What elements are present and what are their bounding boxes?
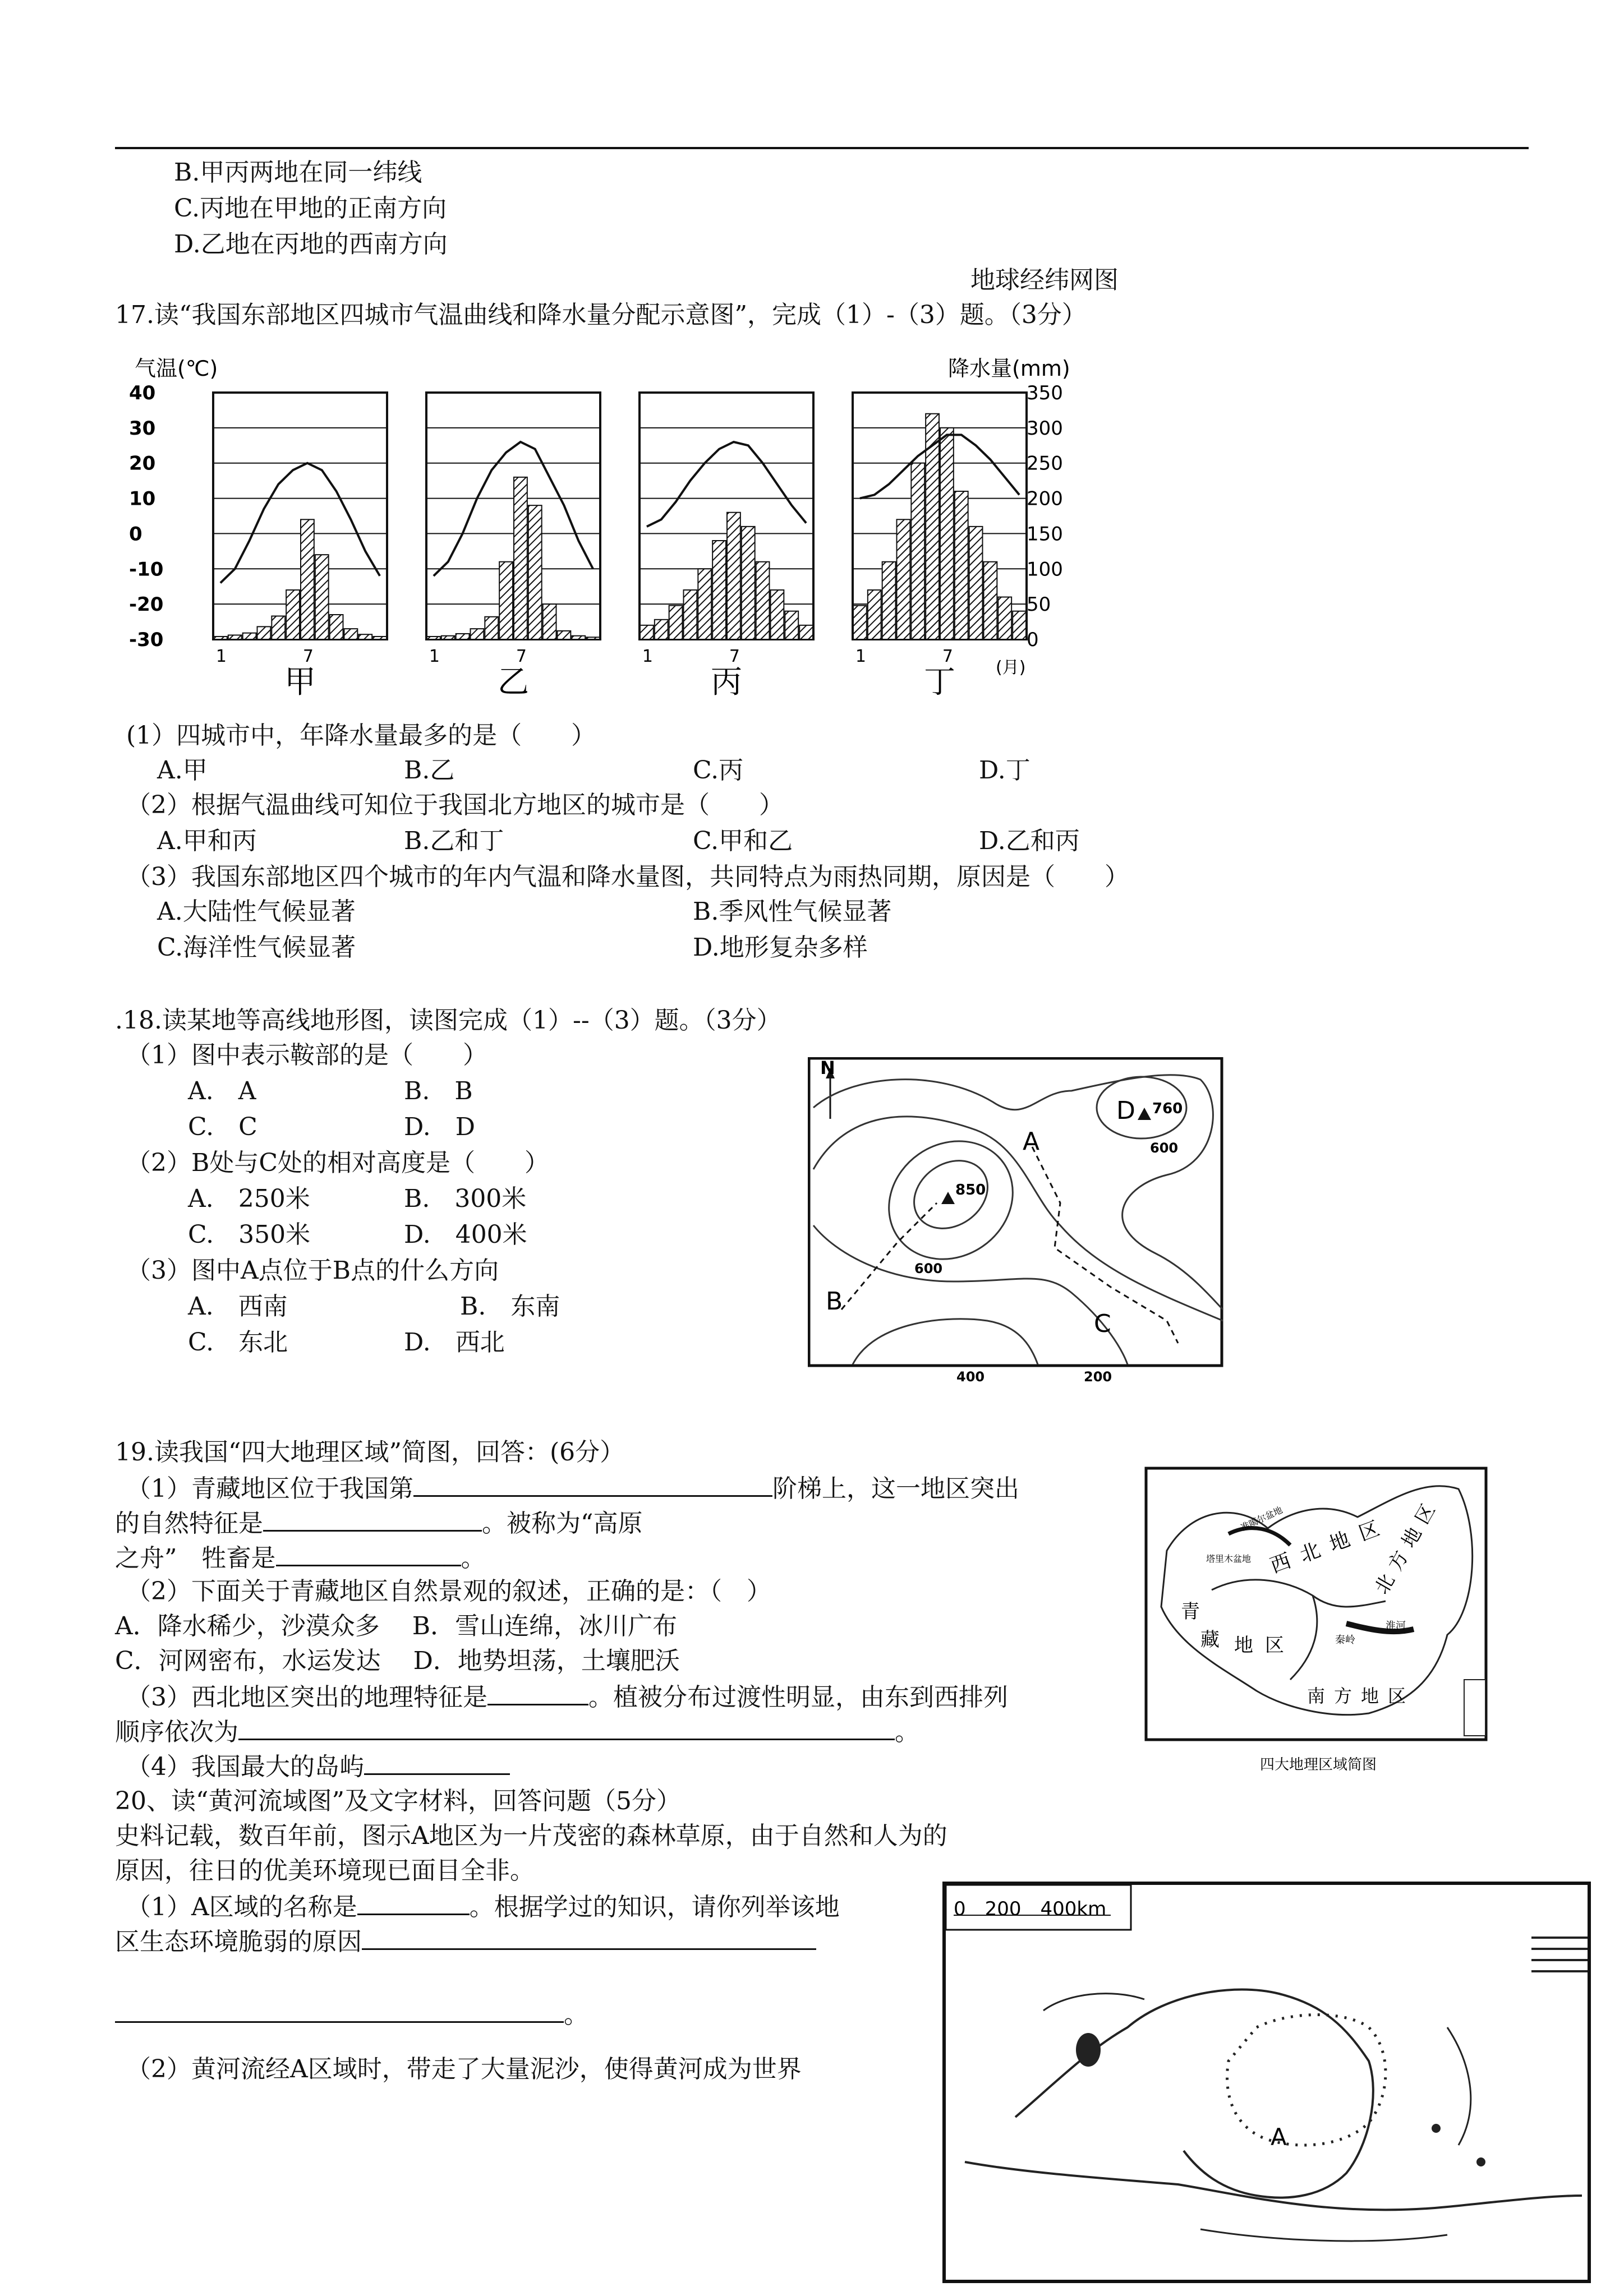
q16-figure-caption: 地球经纬网图 (970, 266, 1119, 294)
precip-bar (257, 626, 271, 639)
q17-sub3-opt-a: A.大陆性气候显著 (157, 897, 356, 926)
precip-bar (655, 620, 668, 639)
q20-para-line2: 原因，往日的优美环境现已面目全非。 (115, 1856, 535, 1885)
precip-bar (785, 611, 798, 639)
series-name-label: 乙 (498, 664, 529, 695)
tarim-basin-label: 塔里木盆地 (1206, 1553, 1252, 1564)
precip-bar (984, 562, 997, 639)
qingzang-label-3: 地 (1234, 1634, 1253, 1657)
precip-bar (558, 631, 571, 639)
series-name-label: 丁 (924, 664, 955, 695)
q18-sub1: （1）图中表示鞍部的是（ ） (126, 1041, 487, 1069)
precip-bar (286, 590, 300, 639)
q16-option-b: B.甲丙两地在同一纬线 (174, 158, 422, 187)
q16-option-c: C.丙地在甲地的正南方向 (174, 194, 447, 223)
precip-tick-label: 200 (1027, 487, 1063, 510)
precip-tick-label: 250 (1027, 452, 1063, 475)
precip-bar (969, 527, 983, 639)
q20-line4: 区生态环境脆弱的原因 (115, 1924, 816, 1959)
q18-sub3-opt-b: B. 东南 (460, 1292, 560, 1321)
precip-bar (456, 634, 470, 639)
q18-sub2-opt-b: B. 300米 (404, 1184, 527, 1213)
q17-sub2-opt-b: B.乙和丁 (404, 827, 504, 855)
precip-bar (514, 477, 527, 639)
month-unit-label: (月) (996, 658, 1026, 677)
precip-bar (998, 597, 1011, 639)
precip-bar (358, 634, 372, 639)
q18-sub2-opt-d: D. 400米 (404, 1220, 527, 1249)
climate-panel (853, 393, 1027, 695)
q19-line5: A．降水稀少，沙漠众多 B．雪山连绵，冰川广布 (115, 1612, 678, 1640)
precip-bar (799, 625, 813, 639)
four-regions-caption: 四大地理区域简图 (1259, 1756, 1377, 1773)
peak-760-label: 760 (1152, 1100, 1183, 1117)
temp-tick-label: 40 (129, 382, 156, 404)
q16-option-d: D.乙地在丙地的西南方向 (174, 230, 448, 259)
q17-sub1-opt-b: B.乙 (404, 756, 455, 785)
precip-bar (228, 635, 242, 639)
q18-sub1-opt-d: D. D (404, 1113, 475, 1141)
q20-para-line1: 史料记载，数百年前，图示A地区为一片茂密的森林草原，由于自然和人为的 (115, 1822, 947, 1850)
q17-sub1-opt-d: D.丁 (979, 756, 1030, 785)
q17-sub2-opt-c: C.甲和乙 (693, 827, 793, 855)
q19-line4: （2）下面关于青藏地区自然景观的叙述，正确的是：（ ） (126, 1577, 771, 1606)
climate-panel (640, 393, 813, 695)
x-tick-label: 1 (429, 647, 440, 666)
four-regions-map (1144, 1467, 1492, 1781)
region-a-label: A (1271, 2123, 1287, 2151)
precip-bar (499, 562, 513, 639)
precip-bar (684, 590, 697, 639)
blank-natural-feature[interactable] (263, 1505, 482, 1532)
precip-bar (882, 562, 896, 639)
q18-sub2: （2）B处与C处的相对高度是（ ） (126, 1149, 549, 1177)
precip-bar (712, 541, 726, 639)
precip-bar (940, 428, 954, 639)
q17-sub3: （3）我国东部地区四个城市的年内气温和降水量图，共同特点为雨热同期，原因是（ ） (126, 863, 1129, 891)
point-c-label: C (1094, 1310, 1111, 1338)
point-b-label: B (826, 1287, 843, 1316)
blank-largest-island[interactable] (364, 1749, 510, 1775)
blank-region-name[interactable] (357, 1889, 470, 1915)
q17-sub2-opt-a: A.甲和丙 (157, 827, 257, 855)
precip-tick-label: 100 (1027, 558, 1063, 581)
precip-bar (853, 606, 867, 639)
temp-tick-label: 20 (129, 452, 156, 475)
precip-bar (868, 590, 881, 639)
contour-600-label-right: 600 (1150, 1140, 1179, 1156)
precip-tick-label: 350 (1027, 382, 1063, 404)
temp-axis-label: 气温(℃) (135, 356, 218, 381)
precip-bar (586, 637, 600, 639)
northwest-region-label: 西北地区 (1267, 1513, 1393, 1578)
huaihe-label: 淮河 (1386, 1620, 1406, 1632)
q18-sub2-opt-c: C. 350米 (188, 1220, 311, 1249)
q17-sub3-opt-b: B.季风性气候显著 (693, 897, 892, 926)
q20-stem: 20、读“黄河流域图”及文字材料，回答问题（5分） (115, 1787, 681, 1815)
q18-sub3-opt-d: D. 西北 (404, 1328, 505, 1357)
q18-stem: .18.读某地等高线地形图，读图完成（1）--（3）题。（3分） (115, 1006, 781, 1035)
precip-bar (528, 505, 542, 639)
precip-tick-label: 50 (1027, 593, 1051, 616)
q20-line6: （2）黄河流经A区域时，带走了大量泥沙，使得黄河成为世界 (126, 2055, 802, 2083)
x-tick-label: 1 (855, 647, 867, 666)
x-tick-label: 7 (942, 647, 954, 666)
precip-bar (427, 637, 440, 639)
qingzang-label-2: 藏 (1200, 1629, 1220, 1651)
peak-850-label: 850 (955, 1182, 986, 1198)
q17-sub1-opt-c: C.丙 (693, 756, 744, 785)
precip-bar (543, 604, 556, 639)
q19-line2: 的自然特征是 。被称为“高原 (115, 1505, 643, 1541)
x-tick-label: 1 (215, 647, 227, 666)
qingzang-label-4: 区 (1265, 1634, 1284, 1657)
climate-charts (123, 348, 1172, 695)
q17-sub3-opt-c: C.海洋性气候显著 (157, 933, 356, 962)
precip-bar (572, 636, 585, 639)
south-region-label: 南方地区 (1307, 1685, 1415, 1707)
q19-stem: 19.读我国“四大地理区域”简图，回答：(6分） (115, 1438, 625, 1467)
temp-tick-label: 0 (129, 523, 142, 546)
precip-bar (243, 633, 256, 639)
precip-bar (485, 617, 498, 639)
precip-bar (771, 590, 784, 639)
qinling-label: 秦岭 (1335, 1634, 1355, 1646)
q17-sub2-opt-d: D.乙和丙 (979, 827, 1080, 855)
precip-tick-label: 150 (1027, 523, 1063, 546)
temp-tick-label: 10 (129, 487, 156, 510)
temp-tick-label: -20 (129, 593, 164, 616)
precip-bar (669, 606, 683, 639)
q18-sub3-opt-c: C. 东北 (188, 1328, 288, 1357)
precip-bar (756, 562, 770, 639)
q17-sub2: （2）根据气温曲线可知位于我国北方地区的城市是（ ） (126, 791, 784, 819)
q18-sub1-opt-a: A. A (188, 1077, 256, 1105)
climate-panel (213, 393, 387, 695)
dzungaria-basin-label: 准噶尔盆地 (1239, 1504, 1285, 1533)
precip-bar (373, 637, 387, 639)
blank-livestock[interactable] (276, 1540, 461, 1566)
q18-sub1-opt-c: C. C (188, 1113, 257, 1141)
precip-bar (1013, 611, 1026, 639)
q19-line8: 顺序依次为 。 (115, 1714, 919, 1749)
precip-bar (698, 569, 711, 639)
q17-sub1: (1）四城市中，年降水量最多的是（ ） (126, 721, 596, 750)
x-tick-label: 7 (729, 647, 740, 666)
contour-200-label: 200 (1084, 1369, 1112, 1382)
temp-tick-label: -30 (129, 629, 164, 651)
climate-panel (426, 393, 600, 695)
precip-tick-label: 300 (1027, 417, 1063, 440)
x-tick-label: 7 (302, 647, 314, 666)
contour-600-label-left: 600 (914, 1261, 943, 1276)
north-region-label: 北方地区 (1370, 1493, 1444, 1598)
precip-bar (330, 615, 343, 639)
precip-tick-label: 0 (1027, 629, 1039, 651)
q18-sub1-opt-b: B. B (404, 1077, 473, 1105)
q19-line3: 之舟” 牲畜是 。 (115, 1540, 486, 1575)
precip-bar (344, 629, 358, 639)
precip-bar (742, 527, 755, 639)
q18-sub3: （3）图中A点位于B点的什么方向 (126, 1256, 499, 1285)
temp-tick-label: -10 (129, 558, 164, 581)
precip-axis-label: 降水量(mm) (948, 356, 1070, 381)
blank-fragile-reason[interactable] (362, 1924, 816, 1950)
blank-fragile-reason-cont[interactable] (115, 1997, 564, 2023)
header-rule (115, 147, 1529, 149)
blank-northwest-feature[interactable] (487, 1679, 588, 1705)
q18-sub2-opt-a: A. 250米 (188, 1184, 310, 1213)
q19-line1: （1）青藏地区位于我国第 阶梯上，这一地区突出 (126, 1470, 1019, 1506)
precip-bar (955, 491, 968, 639)
q20-line5: 。 (115, 1997, 588, 2032)
q17-sub1-opt-a: A.甲 (157, 756, 208, 785)
q19-line9: （4）我国最大的岛屿 (126, 1749, 510, 1784)
q17-stem: 17.读“我国东部地区四城市气温曲线和降水量分配示意图”，完成（1）-（3）题。（3分） (115, 301, 1087, 329)
qingzang-label-1: 青 (1181, 1601, 1200, 1623)
precip-bar (214, 637, 227, 639)
point-a-label: A (1023, 1127, 1040, 1156)
precip-bar (471, 629, 484, 639)
series-name-label: 甲 (284, 664, 316, 695)
yellow-river-map (942, 1882, 1593, 2285)
q18-sub3-opt-a: A. 西南 (188, 1292, 288, 1321)
precip-bar (272, 616, 285, 639)
contour-map (808, 1057, 1245, 1382)
precip-bar (727, 513, 740, 639)
north-arrow-label: N (820, 1057, 835, 1078)
q19-line6: C．河网密布，水运发达 D．地势坦荡，土壤肥沃 (115, 1647, 680, 1675)
map-scale-label: 0 200 400km (954, 1898, 1107, 1920)
q20-line3: （1）A区域的名称是 。根据学过的知识，请你列举该地 (126, 1889, 840, 1924)
precip-bar (911, 463, 924, 639)
precip-bar (640, 625, 654, 639)
precip-bar (897, 519, 910, 639)
point-d-label: D (1116, 1096, 1135, 1125)
series-name-label: 丙 (711, 664, 742, 695)
x-tick-label: 7 (516, 647, 527, 666)
precip-bar (315, 555, 329, 639)
precip-bar (441, 636, 455, 639)
q17-sub3-opt-d: D.地形复杂多样 (693, 933, 868, 962)
blank-step[interactable] (413, 1470, 772, 1497)
blank-vegetation-order[interactable] (238, 1714, 895, 1740)
q19-line7: （3）西北地区突出的地理特征是 。植被分布过渡性明显，由东到西排列 (126, 1679, 1008, 1714)
precip-bar (301, 519, 314, 639)
temp-tick-label: 30 (129, 417, 156, 440)
x-tick-label: 1 (642, 647, 654, 666)
contour-400-label: 400 (956, 1369, 985, 1382)
